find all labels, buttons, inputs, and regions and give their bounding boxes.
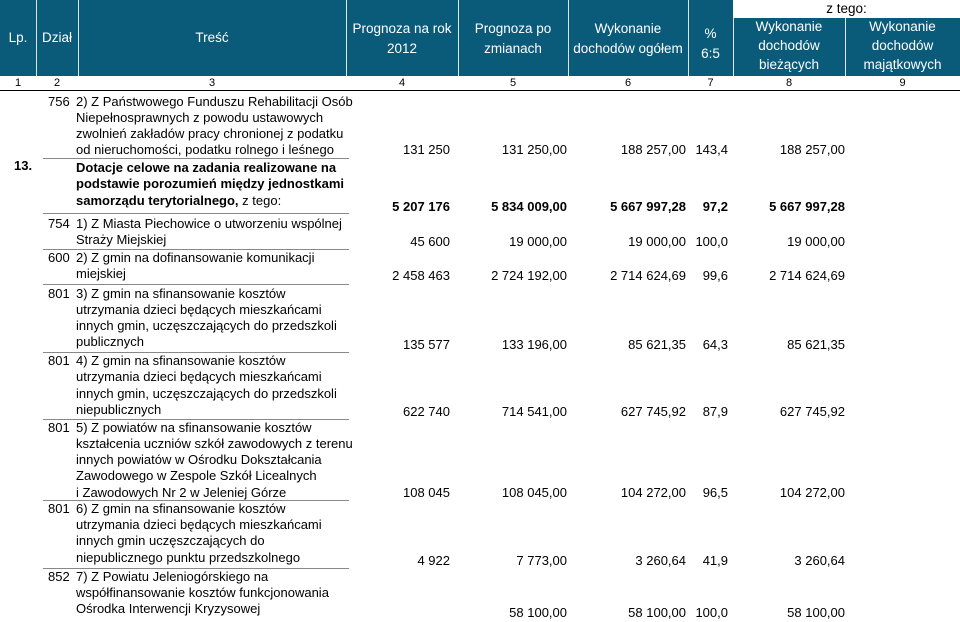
row-divider [43, 158, 349, 159]
cell-prognoza-po: 19 000,00 [509, 234, 567, 249]
cell-prognoza-po: 714 541,00 [501, 404, 567, 419]
row-dzial: 852 [48, 569, 70, 584]
colnum: 3 [208, 77, 216, 89]
cell-wykonanie: 85 621,35 [628, 337, 686, 352]
row-text: Niepełnosprawnych z powodu ustawowych [76, 110, 324, 125]
cell-biezace: 104 272,00 [779, 485, 845, 500]
cell-percent: 41,9 [702, 553, 728, 568]
row-text: Straży Miejskiej [76, 232, 167, 247]
cell-prognoza-po: 108 045,00 [501, 485, 567, 500]
row-text: Ośrodka Interwencji Kryzysowej [76, 601, 261, 616]
row-dzial: 754 [48, 216, 70, 231]
cell-prognoza: 45 600 [410, 234, 450, 249]
cell-biezace: 19 000,00 [787, 234, 845, 249]
cell-percent: 100,0 [695, 234, 728, 249]
cell-wykonanie: 2 714 624,69 [610, 268, 686, 283]
row-text: innych gmin, uczęszczających do przedszkoli [76, 318, 337, 333]
cell-prognoza-po: 58 100,00 [509, 605, 567, 620]
row-text: 4) Z gmin na sfinansowanie kosztów [76, 353, 286, 368]
cell-wykonanie: 104 272,00 [620, 485, 686, 500]
header-wykonanie-biezace: Wykonanie dochodów bieżących [755, 19, 823, 72]
row-text: podstawie porozumień między jednostkami [76, 176, 344, 191]
row-text: innych powiatów w Ośrodku Dokształcania [76, 452, 322, 467]
cell-prognoza: 131 250 [403, 142, 450, 157]
header-tresc: Treść [195, 30, 229, 45]
row-text: miejskiej [76, 266, 126, 281]
row-lp: 13. [14, 158, 33, 173]
cell-wykonanie: 5 667 997,28 [610, 199, 686, 214]
colnum: 4 [398, 77, 406, 89]
cell-percent: 96,5 [702, 485, 728, 500]
header-lp: Lp. [8, 30, 28, 45]
header-percent: % 6:5 [701, 26, 720, 61]
cell-percent: 99,6 [702, 268, 728, 283]
cell-wykonanie: 627 745,92 [620, 404, 686, 419]
cell-percent: 143,4 [695, 142, 728, 157]
row-text: samorządu terytorialnego, z tego: [76, 193, 282, 208]
cell-percent: 100,0 [695, 605, 728, 620]
cell-prognoza: 2 458 463 [392, 268, 450, 283]
cell-biezace: 58 100,00 [787, 605, 845, 620]
colnum: 1 [14, 77, 22, 89]
row-text: 5) Z powiatów na sfinansowanie kosztów [76, 420, 312, 435]
row-text: 2) Z Państwowego Funduszu Rehabilitacji Osób [76, 94, 353, 109]
table-header [0, 0, 960, 76]
header-z-tego: z tego: [733, 0, 960, 18]
cell-prognoza-po: 133 196,00 [501, 337, 567, 352]
row-text: 6) Z gmin na sfinansowanie kosztów [76, 501, 286, 516]
colnum: 7 [707, 77, 714, 89]
row-text: niepublicznego punktu przedszkolnego [76, 550, 301, 565]
cell-wykonanie: 19 000,00 [628, 234, 686, 249]
row-divider [43, 213, 349, 214]
row-text: 3) Z gmin na sfinansowanie kosztów [76, 286, 286, 301]
cell-wykonanie: 188 257,00 [620, 142, 686, 157]
row-dzial: 801 [48, 501, 70, 516]
row-text: 2) Z gmin na dofinansowanie komunikacji [76, 250, 315, 265]
row-text: od nieruchomości, podatku rolnego i leśnego [76, 142, 335, 157]
cell-prognoza: 135 577 [403, 337, 450, 352]
row-dzial: 801 [48, 286, 70, 301]
cell-wykonanie: 58 100,00 [628, 605, 686, 620]
cell-percent: 97,2 [702, 199, 728, 214]
colnum: 2 [53, 77, 61, 89]
colnum: 6 [624, 77, 632, 89]
cell-prognoza: 622 740 [403, 404, 450, 419]
row-text: kształcenia uczniów szkół zawodowych z terenu [76, 436, 353, 451]
colnum: 8 [785, 77, 793, 89]
row-text: utrzymania dzieci będących mieszkańcami [76, 369, 322, 384]
row-dzial: 801 [48, 420, 70, 435]
row-divider [43, 284, 349, 285]
cell-prognoza-po: 5 834 009,00 [491, 199, 567, 214]
cell-biezace: 5 667 997,28 [769, 199, 845, 214]
cell-percent: 64,3 [702, 337, 728, 352]
colnum: 9 [899, 77, 906, 89]
cell-biezace: 85 621,35 [787, 337, 845, 352]
cell-biezace: 2 714 624,69 [769, 268, 845, 283]
colnum: 5 [509, 77, 517, 89]
cell-biezace: 627 745,92 [779, 404, 845, 419]
cell-prognoza-po: 131 250,00 [501, 142, 567, 157]
cell-prognoza: 5 207 176 [392, 199, 450, 214]
header-prognoza-rok: Prognoza na rok 2012 [352, 21, 452, 56]
cell-percent: 87,9 [702, 404, 728, 419]
cell-prognoza-po: 7 773,00 [516, 553, 567, 568]
row-text: utrzymania dzieci będących mieszkańcami [76, 302, 322, 317]
header-dzial: Dział [41, 30, 72, 45]
row-text: 7) Z Powiatu Jeleniogórskiego na [76, 569, 269, 584]
row-dzial: 801 [48, 353, 70, 368]
column-numbers-row [0, 76, 960, 91]
row-text: Zawodowego w Zespole Szkół Licealnych [76, 468, 317, 483]
header-prognoza-po: Prognoza po zmianach [474, 21, 552, 56]
row-text: i Zawodowych Nr 2 w Jeleniej Górze [76, 485, 287, 500]
row-text: innych gmin, uczęszczających do przedszkoli [76, 386, 337, 401]
row-text: współfinansowanie kosztów funkcjonowania [76, 585, 329, 600]
row-text: innych gmin uczęszczających do [76, 533, 265, 548]
cell-biezace: 3 260,64 [794, 553, 845, 568]
row-text: Dotacje celowe na zadania realizowane na [76, 160, 337, 175]
header-wykonanie-ogolem: Wykonanie dochodów ogółem [573, 21, 683, 56]
row-dzial: 756 [48, 94, 70, 109]
row-text: publicznych [76, 334, 144, 349]
row-text: zwolnień zakładów pracy chronionej z podatku [76, 126, 344, 141]
cell-prognoza: 108 045 [403, 485, 450, 500]
row-text: utrzymania dzieci będących mieszkańcami [76, 517, 322, 532]
cell-biezace: 188 257,00 [779, 142, 845, 157]
cell-wykonanie: 3 260,64 [635, 553, 686, 568]
header-wykonanie-majatkowe: Wykonanie dochodów majątkowych [863, 19, 942, 72]
row-text: niepublicznych [76, 402, 162, 417]
row-text: 1) Z Miasta Piechowice o utworzeniu wspólnej [76, 216, 342, 231]
cell-prognoza: 4 922 [417, 553, 450, 568]
cell-prognoza-po: 2 724 192,00 [491, 268, 567, 283]
row-dzial: 600 [48, 250, 70, 265]
